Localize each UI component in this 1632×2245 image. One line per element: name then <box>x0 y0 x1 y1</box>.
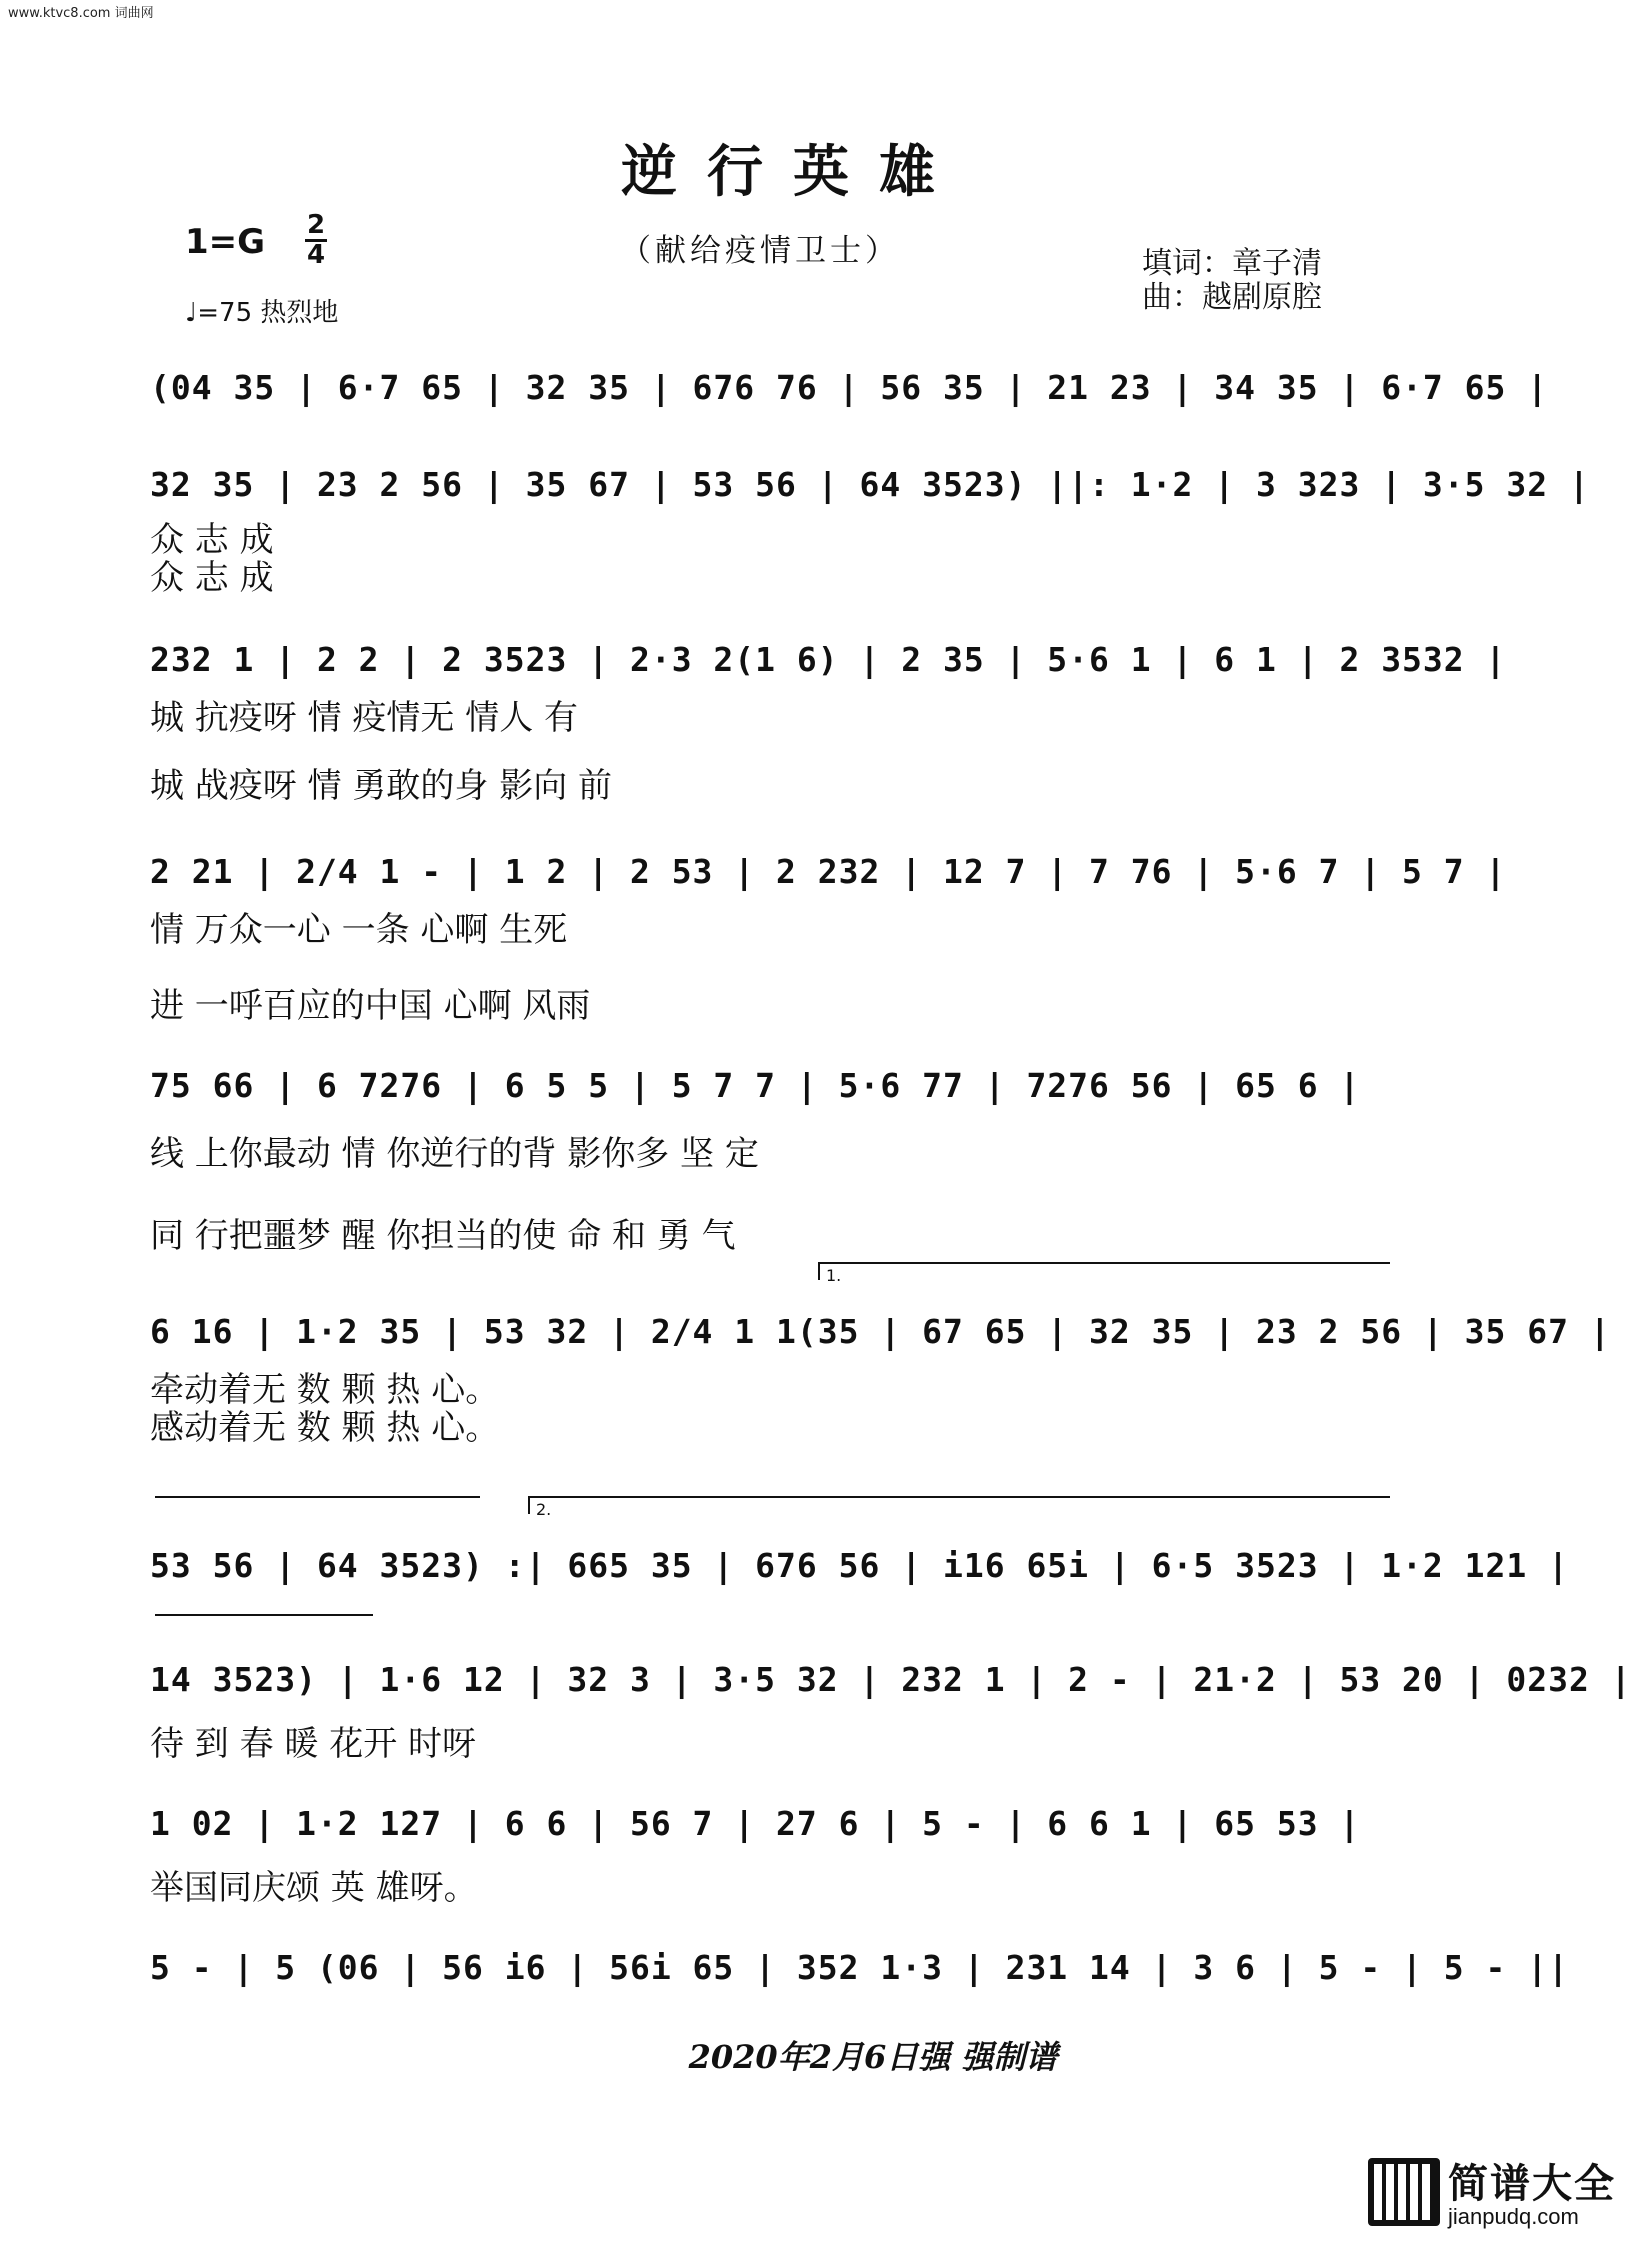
lyric-line-4-verse-2: 进 一呼百应的中国 心啊 风雨 <box>150 986 591 1026</box>
first-ending-bracket <box>818 1262 1390 1285</box>
lyric-line-5-verse-2: 同 行把噩梦 醒 你担当的使 命 和 勇 气 <box>150 1216 736 1256</box>
score-line-10: 5 - | 5 (06 | 56 i6 | 56i 65 | 352 1·3 | 231 14 | 3 6 | 5 - | 5 - || <box>150 1948 1570 1987</box>
first-ending-label: 1. <box>826 1266 842 1285</box>
score-line-8: 14 3523) | 1·6 12 | 32 3 | 3·5 32 | 232 1 | 2 - | 21·2 | 53 20 | 0232 | <box>150 1660 1632 1699</box>
lyric-line-6-verse-1: 牵动着无 数 颗 热 心。 <box>150 1370 500 1410</box>
tempo-marking: ♩=75 热烈地 <box>185 298 339 328</box>
score-line-2: 32 35 | 23 2 56 | 35 67 | 53 56 | 64 3523) ||: 1·2 | 3 323 | 3·5 32 | <box>150 465 1590 504</box>
lyric-line-9: 举国同庆颂 英 雄呀。 <box>150 1868 478 1908</box>
composer-credit: 曲：越剧原腔 <box>1142 280 1322 315</box>
score-line-4: 2 21 | 2/4 1 - | 1 2 | 2 53 | 2 232 | 12 7 | 7 76 | 5·6 7 | 5 7 | <box>150 852 1507 891</box>
logo-url: jianpudq.com <box>1448 2204 1579 2229</box>
key-signature: 1=G <box>185 222 266 262</box>
lyric-line-3-verse-1: 城 抗疫呀 情 疫情无 情人 有 <box>150 698 579 738</box>
lyric-line-5-verse-1: 线 上你最动 情 你逆行的背 影你多 坚 定 <box>150 1134 759 1174</box>
lyric-line-2-verse-2: 众 志 成 <box>150 558 274 598</box>
logo-name: 简谱大全 <box>1448 2161 1616 2207</box>
site-logo <box>1368 2148 1616 2236</box>
first-ending-continuation <box>155 1496 480 1498</box>
song-subtitle: （献给疫情卫士） <box>620 233 900 269</box>
source-watermark: www.ktvc8.com 词曲网 <box>8 6 154 21</box>
score-line-9: 1 02 | 1·2 127 | 6 6 | 56 7 | 27 6 | 5 - | 6 6 1 | 65 53 | <box>150 1804 1361 1843</box>
time-signature <box>305 212 327 269</box>
lyric-line-2-verse-1: 众 志 成 <box>150 520 274 560</box>
lyric-line-8: 待 到 春 暖 花开 时呀 <box>150 1724 477 1764</box>
score-line-3: 232 1 | 2 2 | 2 3523 | 2·3 2(1 6) | 2 35 | 5·6 1 | 6 1 | 2 3532 | <box>150 640 1507 679</box>
lyric-line-6-verse-2: 感动着无 数 颗 热 心。 <box>150 1408 500 1448</box>
lyric-line-4-verse-1: 情 万众一心 一条 心啊 生死 <box>150 910 568 950</box>
time-signature-bottom: 4 <box>306 240 326 270</box>
piano-keys-icon <box>1368 2158 1440 2226</box>
song-title: 逆行英雄 <box>621 139 965 205</box>
second-ending-label: 2. <box>536 1500 552 1519</box>
score-line-7: 53 56 | 64 3523) :| 665 35 | 676 56 | i16 65i | 6·5 3523 | 1·2 121 | <box>150 1546 1570 1585</box>
second-ending-continuation <box>155 1614 373 1616</box>
score-line-6: 6 16 | 1·2 35 | 53 32 | 2/4 1 1(35 | 67 65 | 32 35 | 23 2 56 | 35 67 | <box>150 1312 1611 1351</box>
score-line-5: 75 66 | 6 7276 | 6 5 5 | 5 7 7 | 5·6 77 | 7276 56 | 65 6 | <box>150 1066 1361 1105</box>
second-ending-bracket <box>528 1496 1390 1519</box>
lyric-line-3-verse-2: 城 战疫呀 情 勇敢的身 影向 前 <box>150 766 613 806</box>
lyricist-credit: 填词：章子清 <box>1142 246 1322 281</box>
transcriber-footer: 2020年2月6日强 强制谱 <box>688 2038 1058 2076</box>
time-signature-top: 2 <box>306 210 326 240</box>
score-line-1: (04 35 | 6·7 65 | 32 35 | 676 76 | 56 35 | 21 23 | 34 35 | 6·7 65 | <box>150 368 1549 407</box>
